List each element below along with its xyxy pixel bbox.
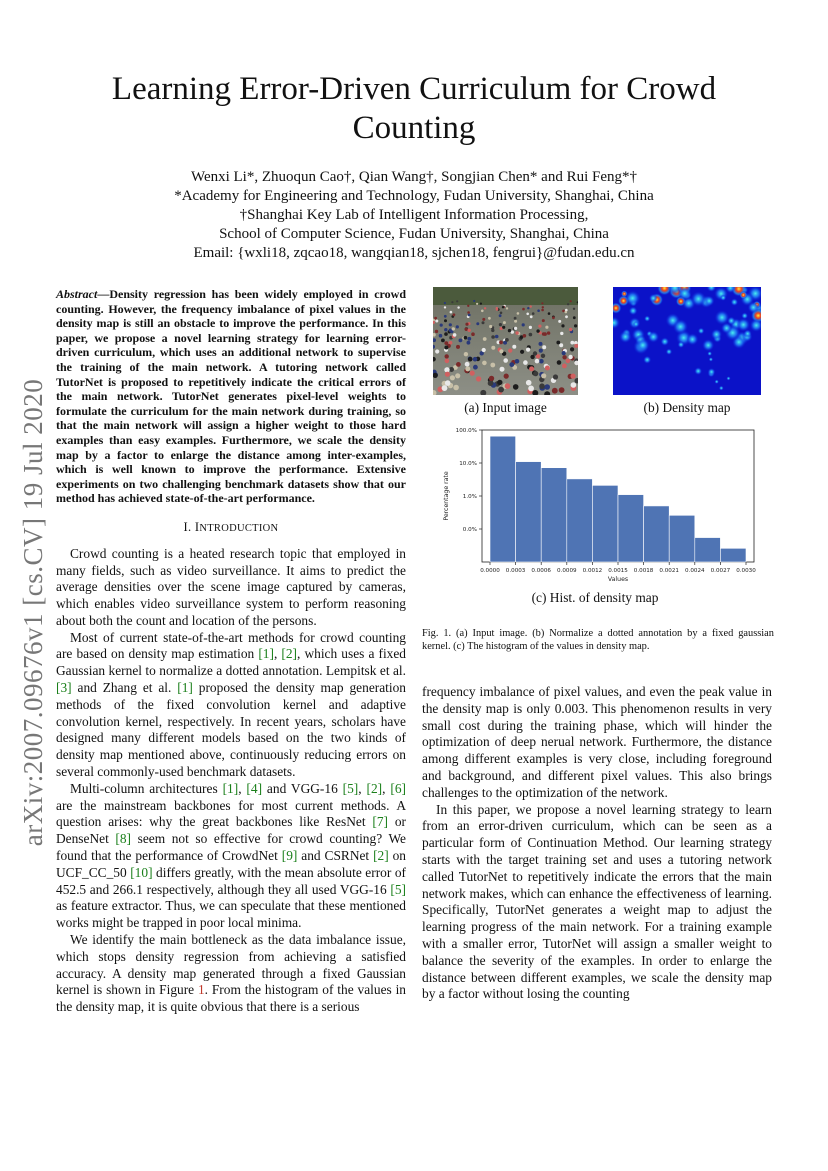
crowd-person [522,323,525,326]
crowd-person [499,349,503,353]
crowd-person [484,307,486,309]
crowd-person [488,317,491,320]
density-blob [629,306,638,315]
crowd-person [548,312,551,315]
density-blob [731,298,739,306]
crowd-person [571,374,576,379]
arxiv-id: arXiv:2007.09676v1 [cs.CV] 19 Jul 2020 [18,378,49,846]
crowd-person [562,355,566,359]
histogram-bar [618,495,644,562]
crowd-person [557,360,562,365]
crowd-person [450,375,455,380]
right-paragraph-2: In this paper, we propose a novel learning strategy to learn from an error-driven curriculum, which can be seen as a particular form of Continuation Method. Our learning strategy starts with the target training set and uses a tutoring network called TutorNet to repetitively indicate the errors that the main network makes, which can enhance the effectiveness of learning. Specifically, TutorNet generates a weight map to adjust the learning progress of the main network. For a training example with a smaller error, TutorNet will assign a smaller weight to balance the severity of the examples. In order to enlarge the distance between different examples, we scale the density map by a factor without losing the counting [422,801,772,1002]
crowd-person [552,388,558,394]
crowd-person [456,362,461,367]
crowd-person [560,332,563,335]
density-blob [709,357,713,361]
x-tick-label: 0.0027 [710,568,731,574]
crowd-person [545,326,548,329]
crowd-person [539,349,543,353]
crowd-person [517,312,520,315]
crowd-person [453,385,459,391]
crowd-person [553,374,558,379]
intro-paragraph-2: Most of current state-of-the-art methods for crowd counting are based on density map estimation [1], [2], which uses a fixed Gaussian kernel to normalize a dotted annotation. Lempitsk et al. [3] and Zhang et al. [1] proposed the density map generation methods of the fixed convolution kernel and adaptive convolution kernel, respectively. In recent years, scholars have designed many different models based on the two kinds of density map mentioned above, continuously reducing errors on several commonly-used benchmark datasets. [56,629,407,780]
density-blob [748,302,760,314]
crowd-person [468,314,471,317]
email: Email: {wxli18, zqcao18, wangqian18, sjchen18, fengrui}@fudan.edu.cn [193,245,635,261]
crowd-person [452,327,455,330]
crowd-person [556,341,560,345]
crowd-person [544,384,550,390]
crowd-person [449,329,452,332]
crowd-person [473,357,478,362]
histogram-bar [644,506,670,562]
crowd-person [456,300,458,302]
citation-link[interactable]: [2] [373,848,389,864]
x-tick-label: 0.0024 [685,568,705,574]
crowd-person [444,341,448,345]
crowd-person [529,326,532,329]
crowd-person [465,362,470,367]
crowd-person [442,385,448,391]
crowd-person [476,376,481,381]
crowd-person [451,301,453,303]
histogram-bar [669,515,695,562]
crowd-person [459,339,463,343]
histogram-bar [567,479,593,562]
crowd-person [481,310,484,313]
crowd-person [465,328,468,331]
abstract [56,287,406,506]
crowd-person [500,367,505,372]
crowd-person [570,300,572,302]
crowd-person [502,326,505,329]
density-map-image [613,287,761,395]
crowd-person [445,354,449,358]
crowd-person [449,367,454,372]
crowd-person [504,374,509,379]
paper-title [90,70,738,148]
crowd-person [573,308,575,310]
title-line-1: Learning Error-Driven Curriculum for Crowd [111,71,717,107]
crowd-person [467,305,469,307]
crowd-person [514,327,517,330]
citation-link[interactable]: [10] [130,864,153,880]
density-blob [719,386,724,391]
intro-paragraph-1: Crowd counting is a heated research topic that employed in many fields, such as video surveillance. It aims to predict the average densities over the scene image captured by cameras, which enables video surveillance system to perform reasoning about both the count and location of the persons. [56,545,406,628]
crowd-person [473,300,475,302]
crowd-person [536,329,539,332]
y-tick-label: 1.0% [462,494,477,500]
citation-link[interactable]: [1] [222,780,239,796]
density-blob [743,330,751,338]
crowd-person [542,306,544,308]
crowd-person [499,323,502,326]
subcaption-b: (b) Density map [643,400,731,415]
crowd-person [499,341,503,345]
crowd-person [571,382,577,388]
crowd-person [500,312,503,315]
crowd-person [561,324,564,327]
crowd-person [444,315,447,318]
citation-link[interactable]: [7] [372,814,388,830]
crowd-person [476,322,479,325]
crowd-person [538,325,541,328]
density-blob [708,368,716,376]
y-axis-label: Percentage rate [443,471,450,521]
crowd-person [480,303,482,305]
crowd-person [515,359,520,364]
density-blob [644,316,650,322]
crowd-person [445,380,451,386]
subcaption-a: (a) Input image [464,400,547,415]
crowd-person [483,337,487,341]
citation-link[interactable]: [3] [56,680,72,696]
histogram-bar [592,485,618,562]
crowd-person [440,324,443,327]
density-blob [739,291,747,299]
crowd-person [552,316,555,319]
crowd-person [455,373,460,378]
crowd-person [570,341,574,345]
crowd-person [498,387,504,393]
crowd-person [565,311,568,314]
crowd-photo [433,287,578,395]
x-axis-label: Values [607,576,629,583]
crowd-person [502,306,504,308]
crowd-person [464,352,468,356]
citation-link[interactable]: [5] [390,881,406,897]
crowd-person [523,360,528,365]
crowd-person [464,336,468,340]
crowd-person [444,328,447,331]
density-blob [678,287,692,300]
density-blob [673,319,688,334]
abstract-text: —Density regression has been widely employed in crowd counting. However, the frequency imbalance of pixel values in the density map is still an obstacle to improve the performance. In this paper, we propose a novel learning strategy for learning error-driven curriculum, which uses an additional network to supervise the training of the main network. A tutoring network called TutorNet is proposed to repetitively indicate the critical errors of the main network. TutorNet generates pixel-level weights to formulate the curriculum for the main network during training, so that the main network will assign a higher weight to those hard examples than easy examples. Furthermore, we scale the density map by a factor to enlarge the distance among inter-examples, which is well known to improve the performance. Extensive experiments on two challenging benchmark datasets show that our method has achieved state-of-the-art performance. [56,287,406,506]
crowd-person [542,345,546,349]
crowd-person [503,321,506,324]
x-tick-label: 0.0003 [505,568,526,574]
crowd-person [496,307,498,309]
x-tick-label: 0.0012 [582,568,603,574]
abstract-lead: Abstract [56,287,98,301]
left-column [56,287,406,1016]
crowd-person [435,330,438,333]
crowd-person [574,324,577,327]
crowd-person [444,332,448,336]
crowd-person [535,359,540,364]
crowd-person [530,305,532,307]
section-heading-introduction: I. INTRODUCTION [183,519,279,534]
crowd-person [533,371,538,376]
crowd-photo-image [433,287,578,395]
crowd-person [456,345,460,349]
crowd-person [565,315,568,318]
crowd-person [526,380,532,386]
crowd-person [435,320,438,323]
histogram-bar [541,468,567,562]
authors: Wenxi Li*, Zhuoqun Cao†, Qian Wang†, Songjian Chen* and Rui Feng*† [190,169,637,185]
crowd-person [435,349,439,353]
x-tick-label: 0.0021 [659,568,679,574]
histogram-bar [720,548,746,562]
crowd-person [539,383,545,389]
x-tick-label: 0.0000 [480,568,500,574]
density-blob [678,341,685,348]
density-blob [694,367,702,375]
crowd-person [482,361,487,366]
density-blob [625,291,640,306]
crowd-person [526,313,529,316]
crowd-person [562,310,565,313]
crowd-person [482,318,485,321]
density-blob [633,321,640,328]
crowd-person [573,316,576,319]
crowd-person [520,350,524,354]
density-blob [727,317,735,325]
density-blob [741,312,748,319]
crowd-person [522,308,525,311]
crowd-person [541,354,545,358]
density-map [613,287,761,395]
author-block [120,168,708,263]
y-tick-label: 100.0% [455,428,477,434]
crowd-person [559,343,563,347]
crowd-person [559,387,565,393]
intro-paragraph-3: Multi-column architectures [1], [4] and VGG-16 [5], [2], [6] are the mainstream backbones for most current methods. A question arises: why the great backbones like ResNet [7] or DenseNet [8] seem not so effective for crowd counting? We found that the performance of CrowdNet [9] and CSRNet [2] on UCF_CC_50 [10] differs greatly, with the mean absolute error of 452.5 and 266.1 respectively, although they all used VGG-16 [5] as feature extractor. Thus, we can speculate that these mentioned works might be trapped in poor local minima. [56,780,407,931]
citation-link[interactable]: [6] [390,780,406,796]
title-line-2: Counting [352,110,476,146]
crowd-person [489,376,494,381]
crowd-person [439,334,443,338]
crowd-person [457,306,459,308]
citation-link[interactable]: [9] [281,848,298,864]
citation-link[interactable]: [2] [281,646,298,662]
crowd-person [530,355,534,359]
x-tick-label: 0.0018 [633,568,654,574]
crowd-person [441,339,445,343]
crowd-person [499,314,502,317]
crowd-person [444,302,446,304]
histogram-bar [516,462,542,562]
crowd-person [445,367,450,372]
density-blob [711,329,722,340]
histogram-bar [490,436,516,562]
crowd-person [545,366,550,371]
citation-link[interactable]: [8] [115,831,132,847]
arxiv-sidebar [14,372,54,852]
density-blob [707,351,712,356]
crowd-person [482,348,486,352]
crowd-person [526,348,530,352]
density-blob [661,337,670,346]
crowd-person [468,357,473,362]
crowd-person [476,303,478,305]
crowd-person [444,306,446,308]
x-tick-label: 0.0030 [736,568,756,574]
affiliation-2: †Shanghai Key Lab of Intelligent Information Processing, [239,207,589,223]
crowd-person [558,320,561,323]
crowd-person [509,362,514,367]
figure-caption: Fig. 1. (a) Input image. (b) Normalize a dotted annotation by a fixed gaussian kernel. (c) The histogram of the values in density map. [422,628,774,652]
density-blob [698,328,705,335]
subcaption-c: (c) Hist. of density map [531,590,659,605]
crowd-person [539,359,544,364]
crowd-person [527,307,529,309]
density-blob [686,333,698,345]
crowd-person [491,346,495,350]
crowd-person [449,323,452,326]
y-tick-label: 10.0% [459,461,477,467]
crowd-person [488,380,494,386]
crowd-person [570,347,574,351]
crowd-person [541,309,544,312]
crowd-person [514,317,517,320]
crowd-person [456,325,459,328]
density-blob [702,339,714,351]
crowd-person [528,386,534,392]
crowd-person [445,359,450,364]
crowd-person [505,338,509,342]
crowd-person [529,333,533,337]
crowd-person [453,333,457,337]
crowd-person [453,313,456,316]
crowd-person [532,312,535,315]
crowd-person [513,384,519,390]
crowd-person [489,325,492,328]
crowd-person [542,319,545,322]
crowd-person [444,346,448,350]
right-column [422,684,772,1003]
crowd-person [541,373,546,378]
affiliation-1: *Academy for Engineering and Technology, Fudan University, Shanghai, China [174,188,654,204]
intro-paragraph-4: We identify the main bottleneck as the data imbalance issue, which stops density regression from achieving a satisfied accuracy. A density map generated through a fixed Gaussian kernel is shown in Figure 1. From the histogram of the values in the density map, it is quite obvious that there is a serious [56,932,406,1015]
histogram-svg [436,422,766,587]
density-blob [726,376,730,380]
crowd-person [491,335,495,339]
density-blob [643,356,651,364]
crowd-person [434,317,437,320]
crowd-person [495,335,499,339]
crowd-person [467,311,470,314]
crowd-person [562,364,567,369]
crowd-person [539,342,543,346]
crowd-person [508,349,512,353]
crowd-person [530,315,533,318]
density-blob [666,349,672,355]
crowd-person [445,372,450,377]
crowd-person [491,329,494,332]
crowd-person [566,359,571,364]
density-blob [619,331,631,343]
density-blob [649,294,658,303]
crowd-person [512,345,516,349]
crowd-person [444,319,447,322]
x-tick-label: 0.0009 [557,568,577,574]
crowd-person [450,311,453,314]
crowd-person [523,334,527,338]
crowd-person [490,363,495,368]
crowd-person [562,351,566,355]
crowd-person [506,307,508,309]
crowd-person [465,366,470,371]
crowd-person [515,331,518,334]
density-blob [691,291,706,306]
crowd-person [470,371,475,376]
citation-link[interactable]: [2] [366,780,383,796]
crowd-person [473,365,478,370]
density-blob [720,295,726,301]
citation-link[interactable]: [1] [258,646,274,662]
y-tick-label: 0.0% [462,527,477,533]
x-tick-label: 0.0015 [608,568,628,574]
crowd-person [541,302,543,304]
crowd-person [568,355,572,359]
figure-link[interactable]: 1 [197,982,205,998]
crowd-person [467,341,471,345]
x-tick-label: 0.0006 [531,568,551,574]
crowd-person [537,309,540,312]
affiliation-3: School of Computer Science, Fudan University, Shanghai, China [219,226,609,242]
crowd-person [542,332,546,336]
crowd-person [508,329,511,332]
citation-link[interactable]: [4] [246,780,263,796]
right-paragraph-1: frequency imbalance of pixel values, and even the peak value in the density map is only 0.003. This phenomenon results in very small cost during the training phase, which will hinder the optimization of deep nerual network. Furthermore, the distance among different examples is very close, including foreground and background, and different pixel values. This also brings challenges to the optimization of the network. [422,684,772,800]
density-blob [636,338,650,352]
crowd-person [503,358,508,363]
crowd-person [471,332,475,336]
crowd-person [505,383,511,389]
crowd-person [529,366,534,371]
crowd-person [567,303,569,305]
crowd-person [482,321,485,324]
histogram-bar [695,538,721,562]
citation-link[interactable]: [1] [177,680,193,696]
crowd-person [514,320,517,323]
crowd-person [465,323,468,326]
crowd-person [468,329,471,332]
crowd-person [497,380,502,385]
density-blob [648,331,660,343]
crowd-person [467,337,471,341]
citation-link[interactable]: [5] [342,780,359,796]
density-blob [715,380,719,384]
histogram-chart [436,422,766,587]
crowd-person [547,331,550,334]
crowd-person [569,328,572,331]
